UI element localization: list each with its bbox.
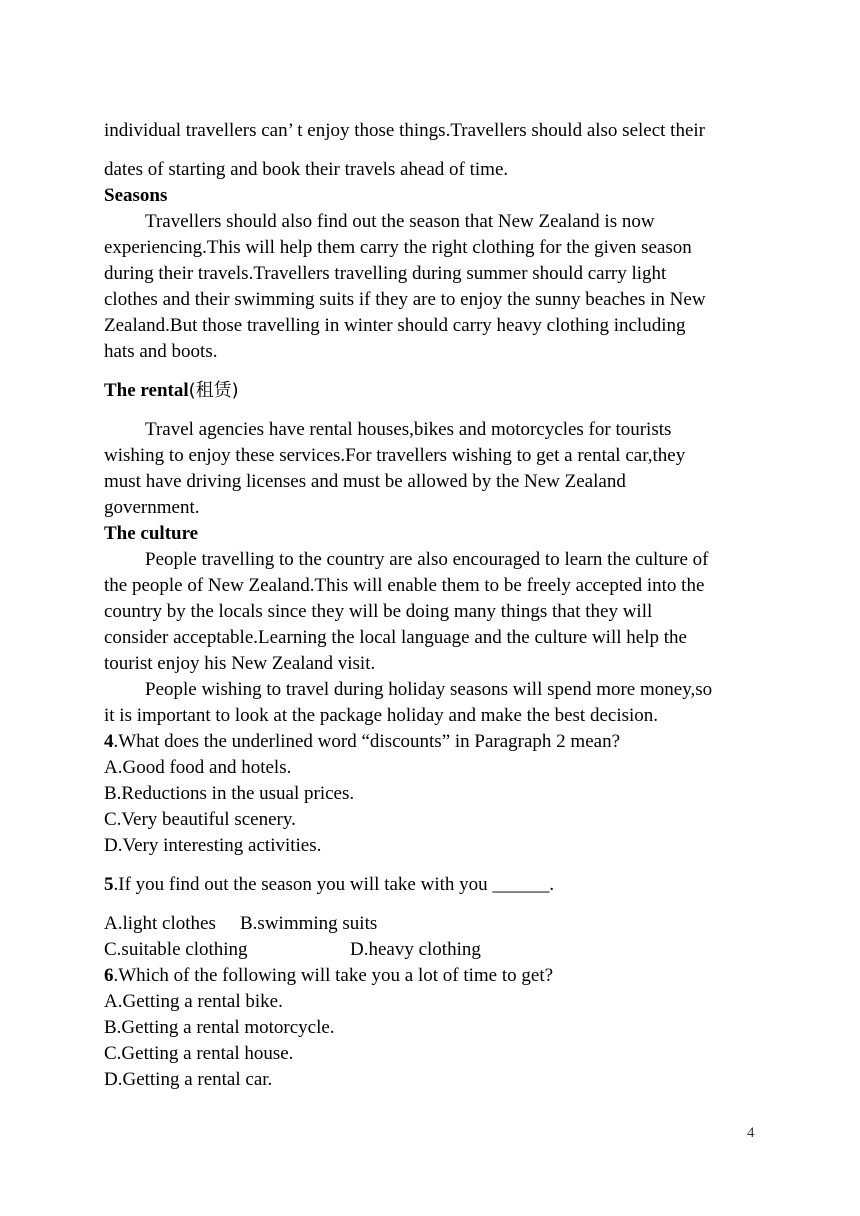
option: C.Very beautiful scenery.	[104, 809, 296, 830]
rental-line: must have driving licenses and must be allowed by the New Zealand	[104, 471, 626, 492]
rental-heading-note: (租赁)	[188, 380, 239, 401]
seasons-line: clothes and their swimming suits if they are to enjoy the sunny beaches in New	[104, 289, 706, 310]
culture-heading: The culture	[104, 523, 199, 544]
question-4	[104, 729, 620, 755]
question-5	[104, 872, 554, 898]
culture-line: People travelling to the country are also encouraged to learn the culture of	[145, 549, 709, 570]
rental-line: government.	[104, 497, 200, 518]
option: A.Good food and hotels.	[104, 757, 292, 778]
culture-line: it is important to look at the package holiday and make the best decision.	[104, 705, 659, 726]
question-6	[104, 963, 553, 989]
page-number: 4	[747, 1125, 755, 1141]
seasons-line: experiencing.This will help them carry the right clothing for the given season	[104, 237, 692, 258]
question-text: .Which of the following will take you a lot of time to get?	[113, 965, 554, 986]
question-number: 6	[104, 965, 114, 986]
culture-line: People wishing to travel during holiday seasons will spend more money,so	[145, 679, 713, 700]
culture-line: consider acceptable.Learning the local language and the culture will help the	[104, 627, 687, 648]
seasons-heading: Seasons	[104, 185, 168, 206]
option: A.Getting a rental bike.	[104, 991, 283, 1012]
culture-line: tourist enjoy his New Zealand visit.	[104, 653, 376, 674]
seasons-line: hats and boots.	[104, 341, 218, 362]
seasons-line: Travellers should also find out the season that New Zealand is now	[145, 211, 655, 232]
option: D.Very interesting activities.	[104, 835, 322, 856]
rental-heading-text: The rental	[104, 380, 189, 401]
culture-line: country by the locals since they will be doing many things that they will	[104, 601, 653, 622]
question-text: .What does the underlined word “discounts” in Paragraph 2 mean?	[113, 731, 621, 752]
option: C.suitable clothing	[104, 939, 248, 960]
question-number: 5	[104, 874, 114, 895]
option: B.Reductions in the usual prices.	[104, 783, 355, 804]
option: B.swimming suits	[240, 913, 378, 934]
rental-line: wishing to enjoy these services.For travellers wishing to get a rental car,they	[104, 445, 686, 466]
question-text: .If you find out the season you will take with you ______.	[113, 874, 555, 895]
option: D.Getting a rental car.	[104, 1069, 273, 1090]
option: B.Getting a rental motorcycle.	[104, 1017, 335, 1038]
option: A.light clothes	[104, 913, 216, 934]
rental-line: Travel agencies have rental houses,bikes and motorcycles for tourists	[145, 419, 672, 440]
culture-line: the people of New Zealand.This will enable them to be freely accepted into the	[104, 575, 705, 596]
intro-line-2: dates of starting and book their travels ahead of time.	[104, 159, 509, 180]
seasons-line: during their travels.Travellers travelling during summer should carry light	[104, 263, 667, 284]
option: D.heavy clothing	[350, 939, 481, 960]
seasons-line: Zealand.But those travelling in winter should carry heavy clothing including	[104, 315, 686, 336]
intro-line-1: individual travellers can’ t enjoy those things.Travellers should also select their	[104, 120, 706, 141]
rental-heading	[104, 378, 239, 404]
question-number: 4	[104, 731, 114, 752]
option: C.Getting a rental house.	[104, 1043, 294, 1064]
